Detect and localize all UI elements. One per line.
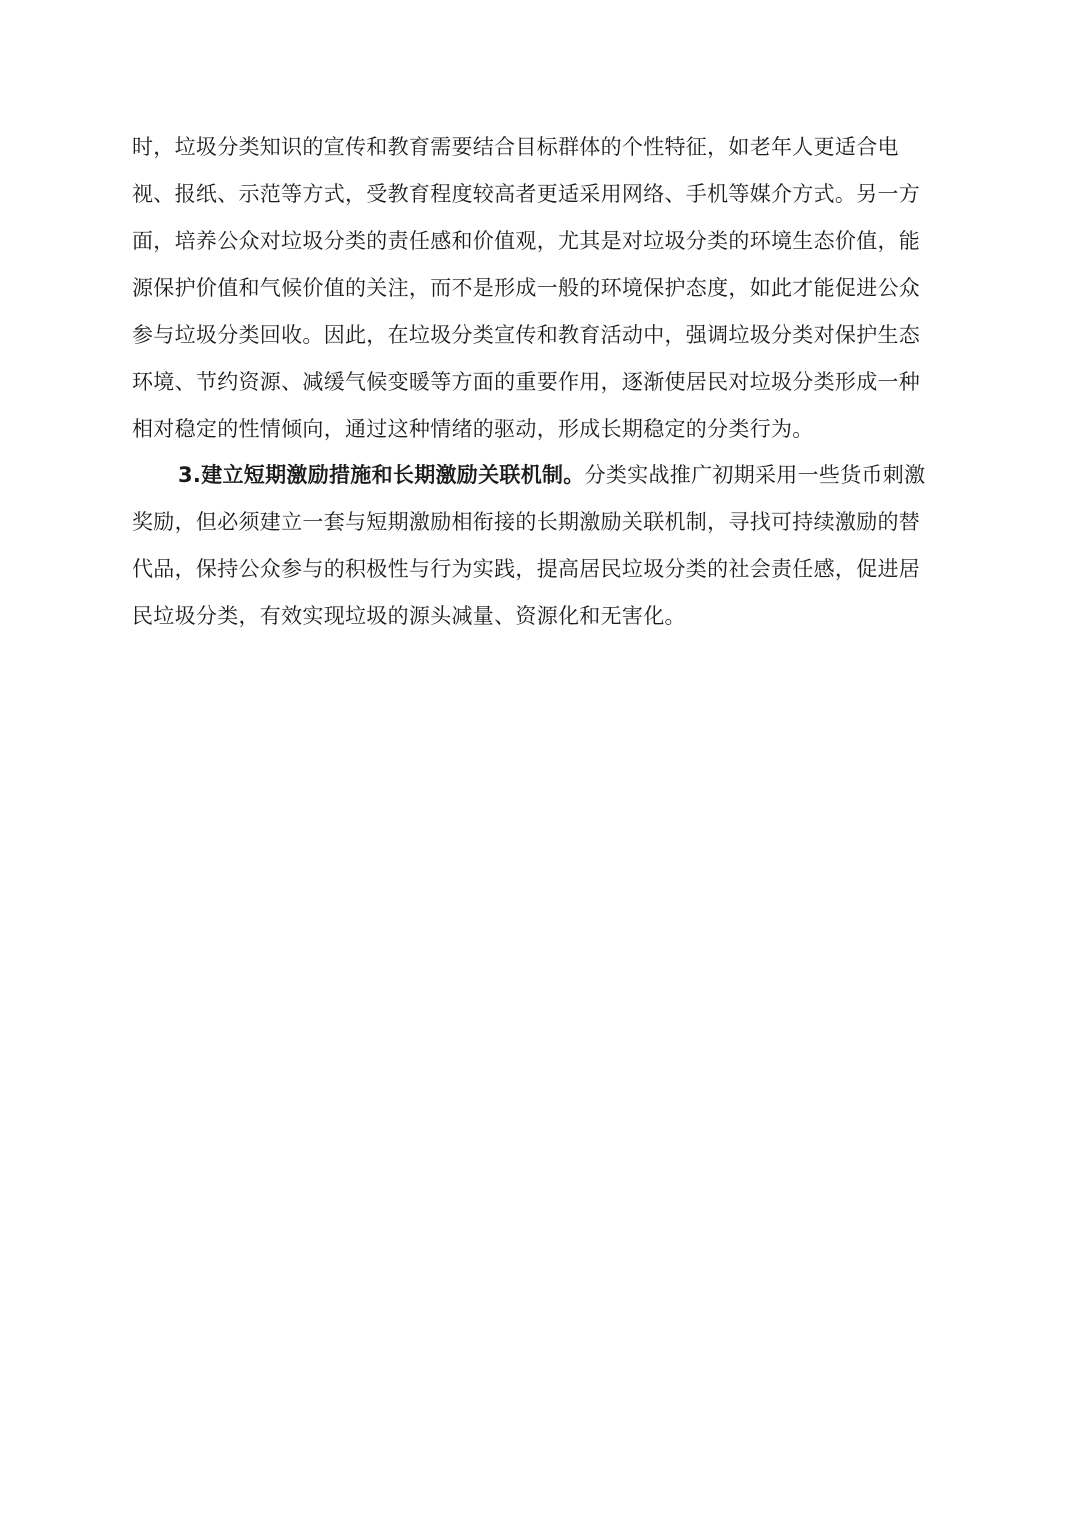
paragraph-2 [132,452,952,640]
paragraph-1-line-5: 参与垃圾分类回收。因此，在垃圾分类宣传和教育活动中，强调垃圾分类对保护生态 [132,323,921,347]
paragraph-2-line-2: 奖励，但必须建立一套与短期激励相衔接的长期激励关联机制，寻找可持续激励的替 [132,510,921,534]
paragraph-1-line-6: 环境、节约资源、减缓气候变暖等方面的重要作用，逐渐使居民对垃圾分类形成一种 [132,370,921,394]
paragraph-1-line-4: 源保护价值和气候价值的关注，而不是形成一般的环境保护态度，如此才能促进公众 [132,276,921,300]
paragraph-2-line-1-rest: 分类实战推广初期采用一些货币刺激 [584,463,926,487]
paragraph-1-line-1: 时，垃圾分类知识的宣传和教育需要结合目标群体的个性特征，如老年人更适合电 [132,135,899,159]
paragraph-1 [132,124,952,453]
paragraph-1-line-3: 面，培养公众对垃圾分类的责任感和价值观，尤其是对垃圾分类的环境生态价值，能 [132,229,921,253]
paragraph-2-line-1 [132,452,952,499]
paragraph-2-heading: 3.建立短期激励措施和长期激励关联机制。 [178,463,585,487]
paragraph-2-line-4: 民垃圾分类，有效实现垃圾的源头减量、资源化和无害化。 [132,604,686,628]
paragraph-1-line-7: 相对稳定的性情倾向，通过这种情绪的驱动，形成长期稳定的分类行为。 [132,417,814,441]
paragraph-1-line-2: 视、报纸、示范等方式，受教育程度较高者更适采用网络、手机等媒介方式。另一方 [132,182,921,206]
paragraph-2-line-3: 代品，保持公众参与的积极性与行为实践，提高居民垃圾分类的社会责任感，促进居 [132,557,921,581]
